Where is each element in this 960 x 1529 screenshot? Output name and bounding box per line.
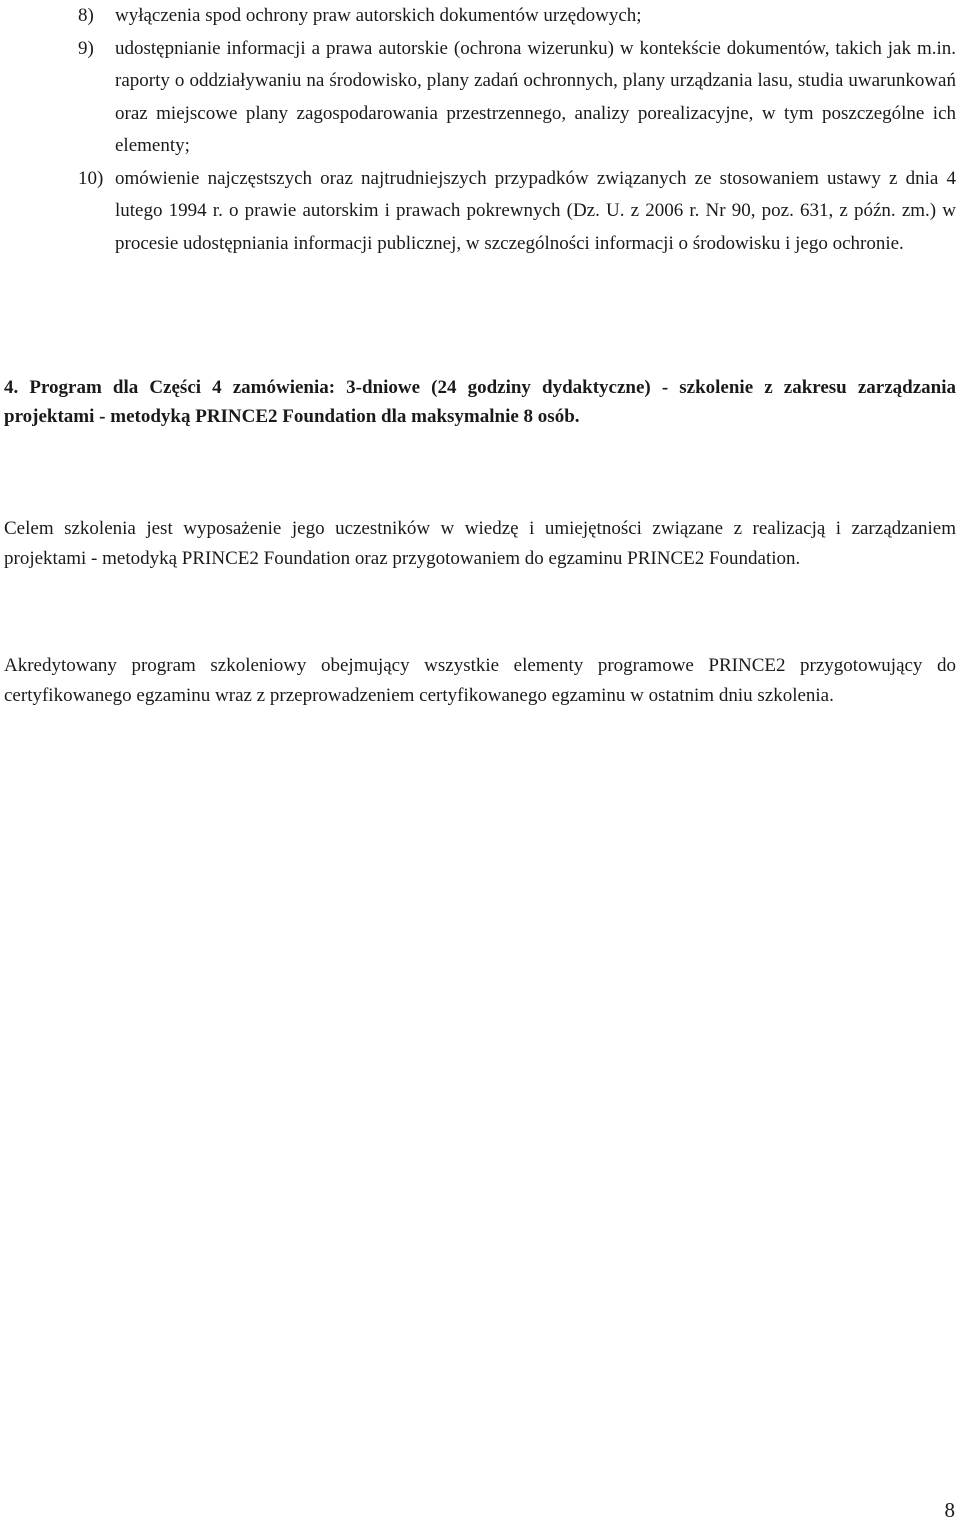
section-heading: 4. Program dla Części 4 zamówienia: 3-dniowe (24 godziny dydaktyczne) - szkolenie z zakresu zarządzania projektami - metodyką PRINCE2 Foundation dla maksymalnie 8 osób. <box>4 377 956 427</box>
numbered-list <box>78 0 956 260</box>
list-item-9 <box>78 33 956 163</box>
list-item-number: 9) <box>78 37 94 59</box>
paragraph-goal: Celem szkolenia jest wyposażenie jego uczestników w wiedzę i umiejętności związane z realizacją i zarządzaniem projektami - metodyką PRINCE2 Foundation oraz przygotowaniem do egzaminu PRINCE2 Foundation. <box>4 518 956 569</box>
page-number: 8 <box>944 1498 955 1522</box>
list-item-10 <box>78 163 956 261</box>
list-item-text: omówienie najczęstszych oraz najtrudniejszych przypadków związanych ze stosowaniem ustawy z dnia 4 lutego 1994 r. o prawie autorskim i prawach pokrewnych (Dz. U. z 2006 r. Nr 90, poz. 631, z późn. zm.) w procesie udostępniania informacji publicznej, w szczególności informacji o środowisku i jego ochronie. <box>115 167 956 254</box>
list-item-number: 10) <box>78 167 104 189</box>
list-item-text: wyłączenia spod ochrony praw autorskich dokumentów urzędowych; <box>115 5 642 26</box>
list-item-text: udostępnianie informacji a prawa autorskie (ochrona wizerunku) w kontekście dokumentów, takich jak m.in. raporty o oddziaływaniu na środowisko, plany zadań ochronnych, plany urządzania lasu, studia uwarunkowań oraz miejscowe plany zagospodarowania przestrzennego, analizy porealizacyjne, w tym poszczególne ich elementy; <box>115 37 956 156</box>
list-item-number: 8) <box>78 5 94 26</box>
list-item-8 <box>78 0 956 33</box>
paragraph-accredited-program: Akredytowany program szkoleniowy obejmujący wszystkie elementy programowe PRINCE2 przygotowujący do certyfikowanego egzaminu wraz z przeprowadzeniem certyfikowanego egzaminu w ostatnim dniu szkolenia. <box>4 655 956 706</box>
